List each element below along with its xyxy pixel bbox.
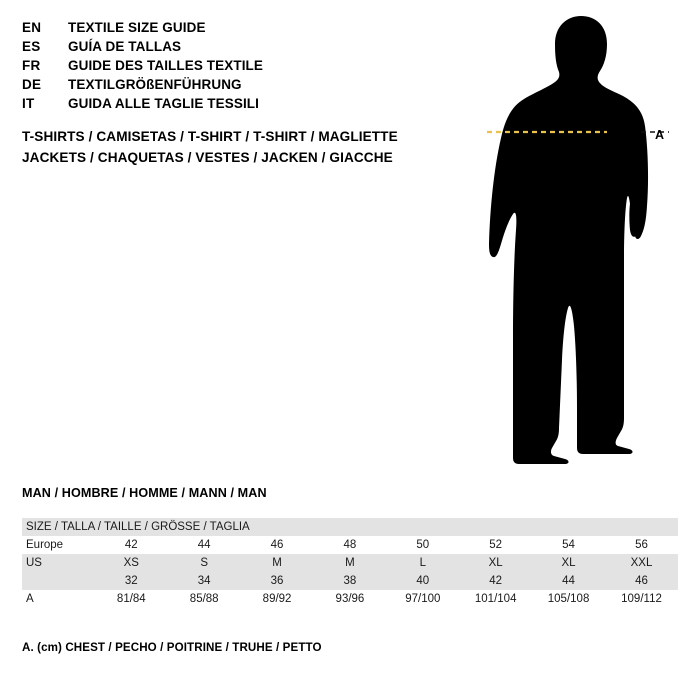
table-row: [22, 554, 678, 572]
cell: 46: [605, 572, 678, 590]
language-text: TEXTILGRÖßENFÜHRUNG: [68, 77, 242, 92]
cell: 93/96: [314, 590, 387, 608]
row-label: A: [22, 590, 95, 608]
cell: 97/100: [386, 590, 459, 608]
cell: 42: [459, 572, 532, 590]
cell: XL: [532, 554, 605, 572]
cell: 81/84: [95, 590, 168, 608]
table-row: [22, 590, 678, 608]
cell: 42: [95, 536, 168, 554]
language-code: IT: [22, 96, 35, 111]
cell: XXL: [605, 554, 678, 572]
cell: 34: [168, 572, 241, 590]
language-row: [22, 37, 452, 56]
cell: 50: [386, 536, 459, 554]
cell: 40: [386, 572, 459, 590]
cell: 56: [605, 536, 678, 554]
cell: 109/112: [605, 590, 678, 608]
language-text: GUIDA ALLE TAGLIE TESSILI: [68, 96, 259, 111]
silhouette-icon: [455, 8, 700, 478]
cell: 48: [314, 536, 387, 554]
language-text: GUÍA DE TALLAS: [68, 39, 182, 54]
language-row: [22, 94, 452, 113]
table-header-row: [22, 518, 678, 536]
row-label: US: [22, 554, 95, 572]
row-label: Europe: [22, 536, 95, 554]
language-code: FR: [22, 58, 41, 73]
cell: 105/108: [532, 590, 605, 608]
cell: 85/88: [168, 590, 241, 608]
language-code: DE: [22, 77, 42, 92]
cell: M: [241, 554, 314, 572]
cell: 52: [459, 536, 532, 554]
cell: 32: [95, 572, 168, 590]
cell: 54: [532, 536, 605, 554]
cell: 38: [314, 572, 387, 590]
cell: 44: [532, 572, 605, 590]
cell: 44: [168, 536, 241, 554]
language-text: TEXTILE SIZE GUIDE: [68, 20, 206, 35]
language-row: [22, 18, 452, 37]
chest-footnote: A. (cm) CHEST / PECHO / POITRINE / TRUHE / PETTO: [22, 641, 322, 654]
cell: 89/92: [241, 590, 314, 608]
cell: XS: [95, 554, 168, 572]
category-jackets: JACKETS / CHAQUETAS / VESTES / JACKEN / GIACCHE: [22, 150, 393, 165]
language-text: GUIDE DES TAILLES TEXTILE: [68, 58, 264, 73]
section-title-man: MAN / HOMBRE / HOMME / MANN / MAN: [22, 486, 267, 500]
size-table-wrapper: [22, 518, 678, 608]
category-list: [22, 126, 462, 168]
language-code: ES: [22, 39, 41, 54]
category-tshirts: T-SHIRTS / CAMISETAS / T-SHIRT / T-SHIRT / MAGLIETTE: [22, 129, 398, 144]
cell: L: [386, 554, 459, 572]
language-code: EN: [22, 20, 42, 35]
cell: 46: [241, 536, 314, 554]
language-list: [22, 18, 452, 113]
size-table: [22, 518, 678, 608]
cell: XL: [459, 554, 532, 572]
man-silhouette-figure: [455, 8, 700, 478]
cell: S: [168, 554, 241, 572]
table-row: [22, 536, 678, 554]
chest-measure-label: A: [655, 128, 665, 142]
cell: 101/104: [459, 590, 532, 608]
cell: 36: [241, 572, 314, 590]
table-row: [22, 572, 678, 590]
row-label: [22, 572, 95, 590]
language-row: [22, 75, 452, 94]
cell: M: [314, 554, 387, 572]
language-row: [22, 56, 452, 75]
table-header-label: SIZE / TALLA / TAILLE / GRÖSSE / TAGLIA: [22, 518, 678, 536]
